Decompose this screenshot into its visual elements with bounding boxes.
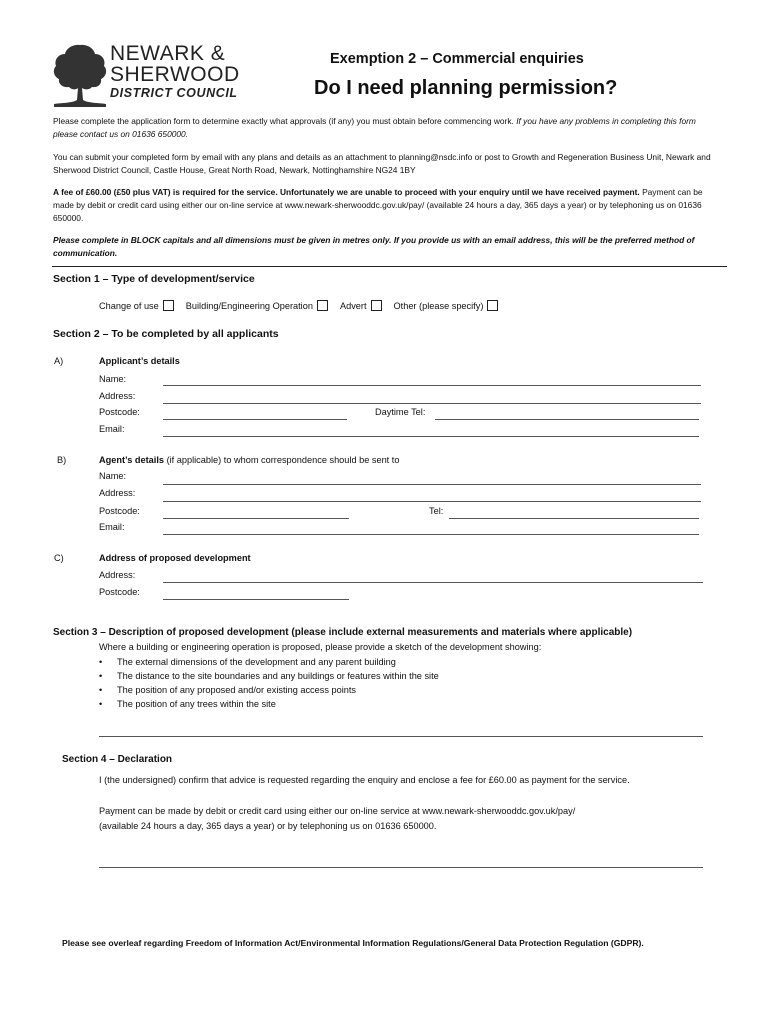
agent-address-field[interactable]: [163, 501, 701, 502]
intro-p1-contact: If you have any problems in completing this form please contact us on 01636 650000.: [53, 116, 696, 139]
agent-name-label: Name:: [99, 471, 127, 481]
list-item: • The external dimensions of the development and any parent building: [99, 657, 396, 667]
section-4-title: Section 4 – Declaration: [62, 754, 173, 765]
council-logo: [52, 42, 242, 108]
agent-details-note: (if applicable) to whom correspondence should be sent to: [164, 455, 400, 465]
option-building-label: Building/Engineering Operation: [185, 301, 313, 311]
intro-paragraph-1: [53, 115, 713, 141]
development-type-options: [99, 300, 510, 311]
agent-details-title: Agent’s details: [99, 455, 165, 465]
section-c-marker: C): [54, 553, 64, 563]
other-checkbox[interactable]: [487, 300, 498, 311]
declaration-text: I (the undersigned) confirm that advice is requested regarding the enquiry and enclose a fee for £60.00 as payment for the service.: [99, 775, 630, 785]
form-subtitle: Exemption 2 – Commercial enquiries: [330, 51, 584, 67]
section-2-title: Section 2 – To be completed by all applicants: [53, 328, 279, 340]
development-address-label: Address:: [99, 570, 136, 580]
advert-checkbox[interactable]: [371, 300, 382, 311]
option-other-label: Other (please specify): [393, 301, 484, 311]
section-3-intro: Where a building or engineering operation is proposed, please provide a sketch of the development showing:: [99, 642, 542, 652]
agent-email-field[interactable]: [163, 534, 699, 535]
applicant-address-field[interactable]: [163, 403, 701, 404]
signature-field[interactable]: [99, 867, 703, 868]
payment-notice: Payment can be made by debit or credit card using either our on-line service at www.newark-sherwooddc.gov.uk/pay/ (available 24 hours a day, 365 days a year) or by telephoning us on 01636 650000.: [53, 187, 703, 223]
development-postcode-label: Postcode:: [99, 587, 140, 597]
change-of-use-checkbox[interactable]: [163, 300, 174, 311]
option-change-of-use-label: Change of use: [99, 301, 159, 311]
description-field[interactable]: [99, 736, 703, 737]
intro-paragraph-4: Please complete in BLOCK capitals and all dimensions must be given in metres only. If you provide us with an email address, this will be the preferred method of communication.: [53, 235, 695, 258]
development-address-heading: Address of proposed development: [99, 553, 251, 563]
logo-line-2: SHERWOOD: [110, 63, 240, 86]
option-advert-label: Advert: [339, 301, 367, 311]
applicant-address-label: Address:: [99, 391, 136, 401]
agent-name-field[interactable]: [163, 484, 701, 485]
list-item: • The position of any proposed and/or existing access points: [99, 685, 357, 695]
declaration-payment-line-1: Payment can be made by debit or credit card using either our on-line service at www.newark-sherwooddc.gov.uk/pay/: [99, 806, 576, 816]
section-3-title: Section 3 – Description of proposed development (please include external measurements and materials where applicable): [53, 627, 633, 638]
section-1-title: Section 1 – Type of development/service: [53, 273, 255, 285]
list-item: • The distance to the site boundaries and any buildings or features within the site: [99, 671, 439, 681]
applicant-name-field[interactable]: [163, 385, 701, 386]
applicant-postcode-field[interactable]: [163, 419, 347, 420]
applicant-name-label: Name:: [99, 374, 127, 384]
applicant-email-field[interactable]: [163, 436, 699, 437]
gdpr-notice: Please see overleaf regarding Freedom of Information Act/Environmental Information Regulations/General Data Protection Regulation (GDPR).: [62, 938, 644, 948]
development-postcode-field[interactable]: [163, 599, 349, 600]
applicant-email-label: Email:: [99, 424, 125, 434]
intro-p1-text: Please complete the application form to determine exactly what approvals (if any) you must obtain before commencing work.: [53, 116, 517, 126]
agent-email-label: Email:: [99, 522, 125, 532]
declaration-payment-line-2: (available 24 hours a day, 365 days a year) or by telephoning us on 01636 650000.: [99, 821, 437, 831]
applicant-tel-field[interactable]: [435, 419, 699, 420]
tree-icon: [52, 42, 108, 108]
section-b-marker: B): [57, 455, 67, 465]
fee-notice: A fee of £60.00 (£50 plus VAT) is required for the service. Unfortunately we are unable to proceed with your enquiry until we have received payment.: [53, 187, 640, 197]
applicant-details-heading: Applicant’s details: [99, 356, 180, 366]
logo-line-1: NEWARK &: [110, 42, 226, 65]
section-a-marker: A): [54, 356, 64, 366]
agent-details-heading: [99, 455, 399, 465]
form-title: Do I need planning permission?: [314, 77, 618, 99]
divider: [52, 266, 727, 267]
building-operation-checkbox[interactable]: [317, 300, 328, 311]
agent-postcode-label: Postcode:: [99, 506, 140, 516]
list-item: • The position of any trees within the site: [99, 699, 276, 709]
applicant-postcode-label: Postcode:: [99, 407, 140, 417]
applicant-tel-label: Daytime Tel:: [375, 407, 426, 417]
development-address-field[interactable]: [163, 582, 703, 583]
sketch-requirements-list: [99, 655, 439, 711]
agent-postcode-field[interactable]: [163, 518, 349, 519]
agent-tel-label: Tel:: [429, 506, 444, 516]
intro-paragraph-3: [53, 186, 713, 224]
intro-paragraph-2: You can submit your completed form by email with any plans and details as an attachment to planning@nsdc.info or post to Growth and Regeneration Business Unit, Newark and Sherwood District Council, Castle House, Great North Road, Newark, Nottinghamshire NG24 1BY: [53, 152, 711, 175]
logo-line-3: DISTRICT COUNCIL: [110, 86, 238, 100]
agent-address-label: Address:: [99, 488, 136, 498]
agent-tel-field[interactable]: [449, 518, 699, 519]
